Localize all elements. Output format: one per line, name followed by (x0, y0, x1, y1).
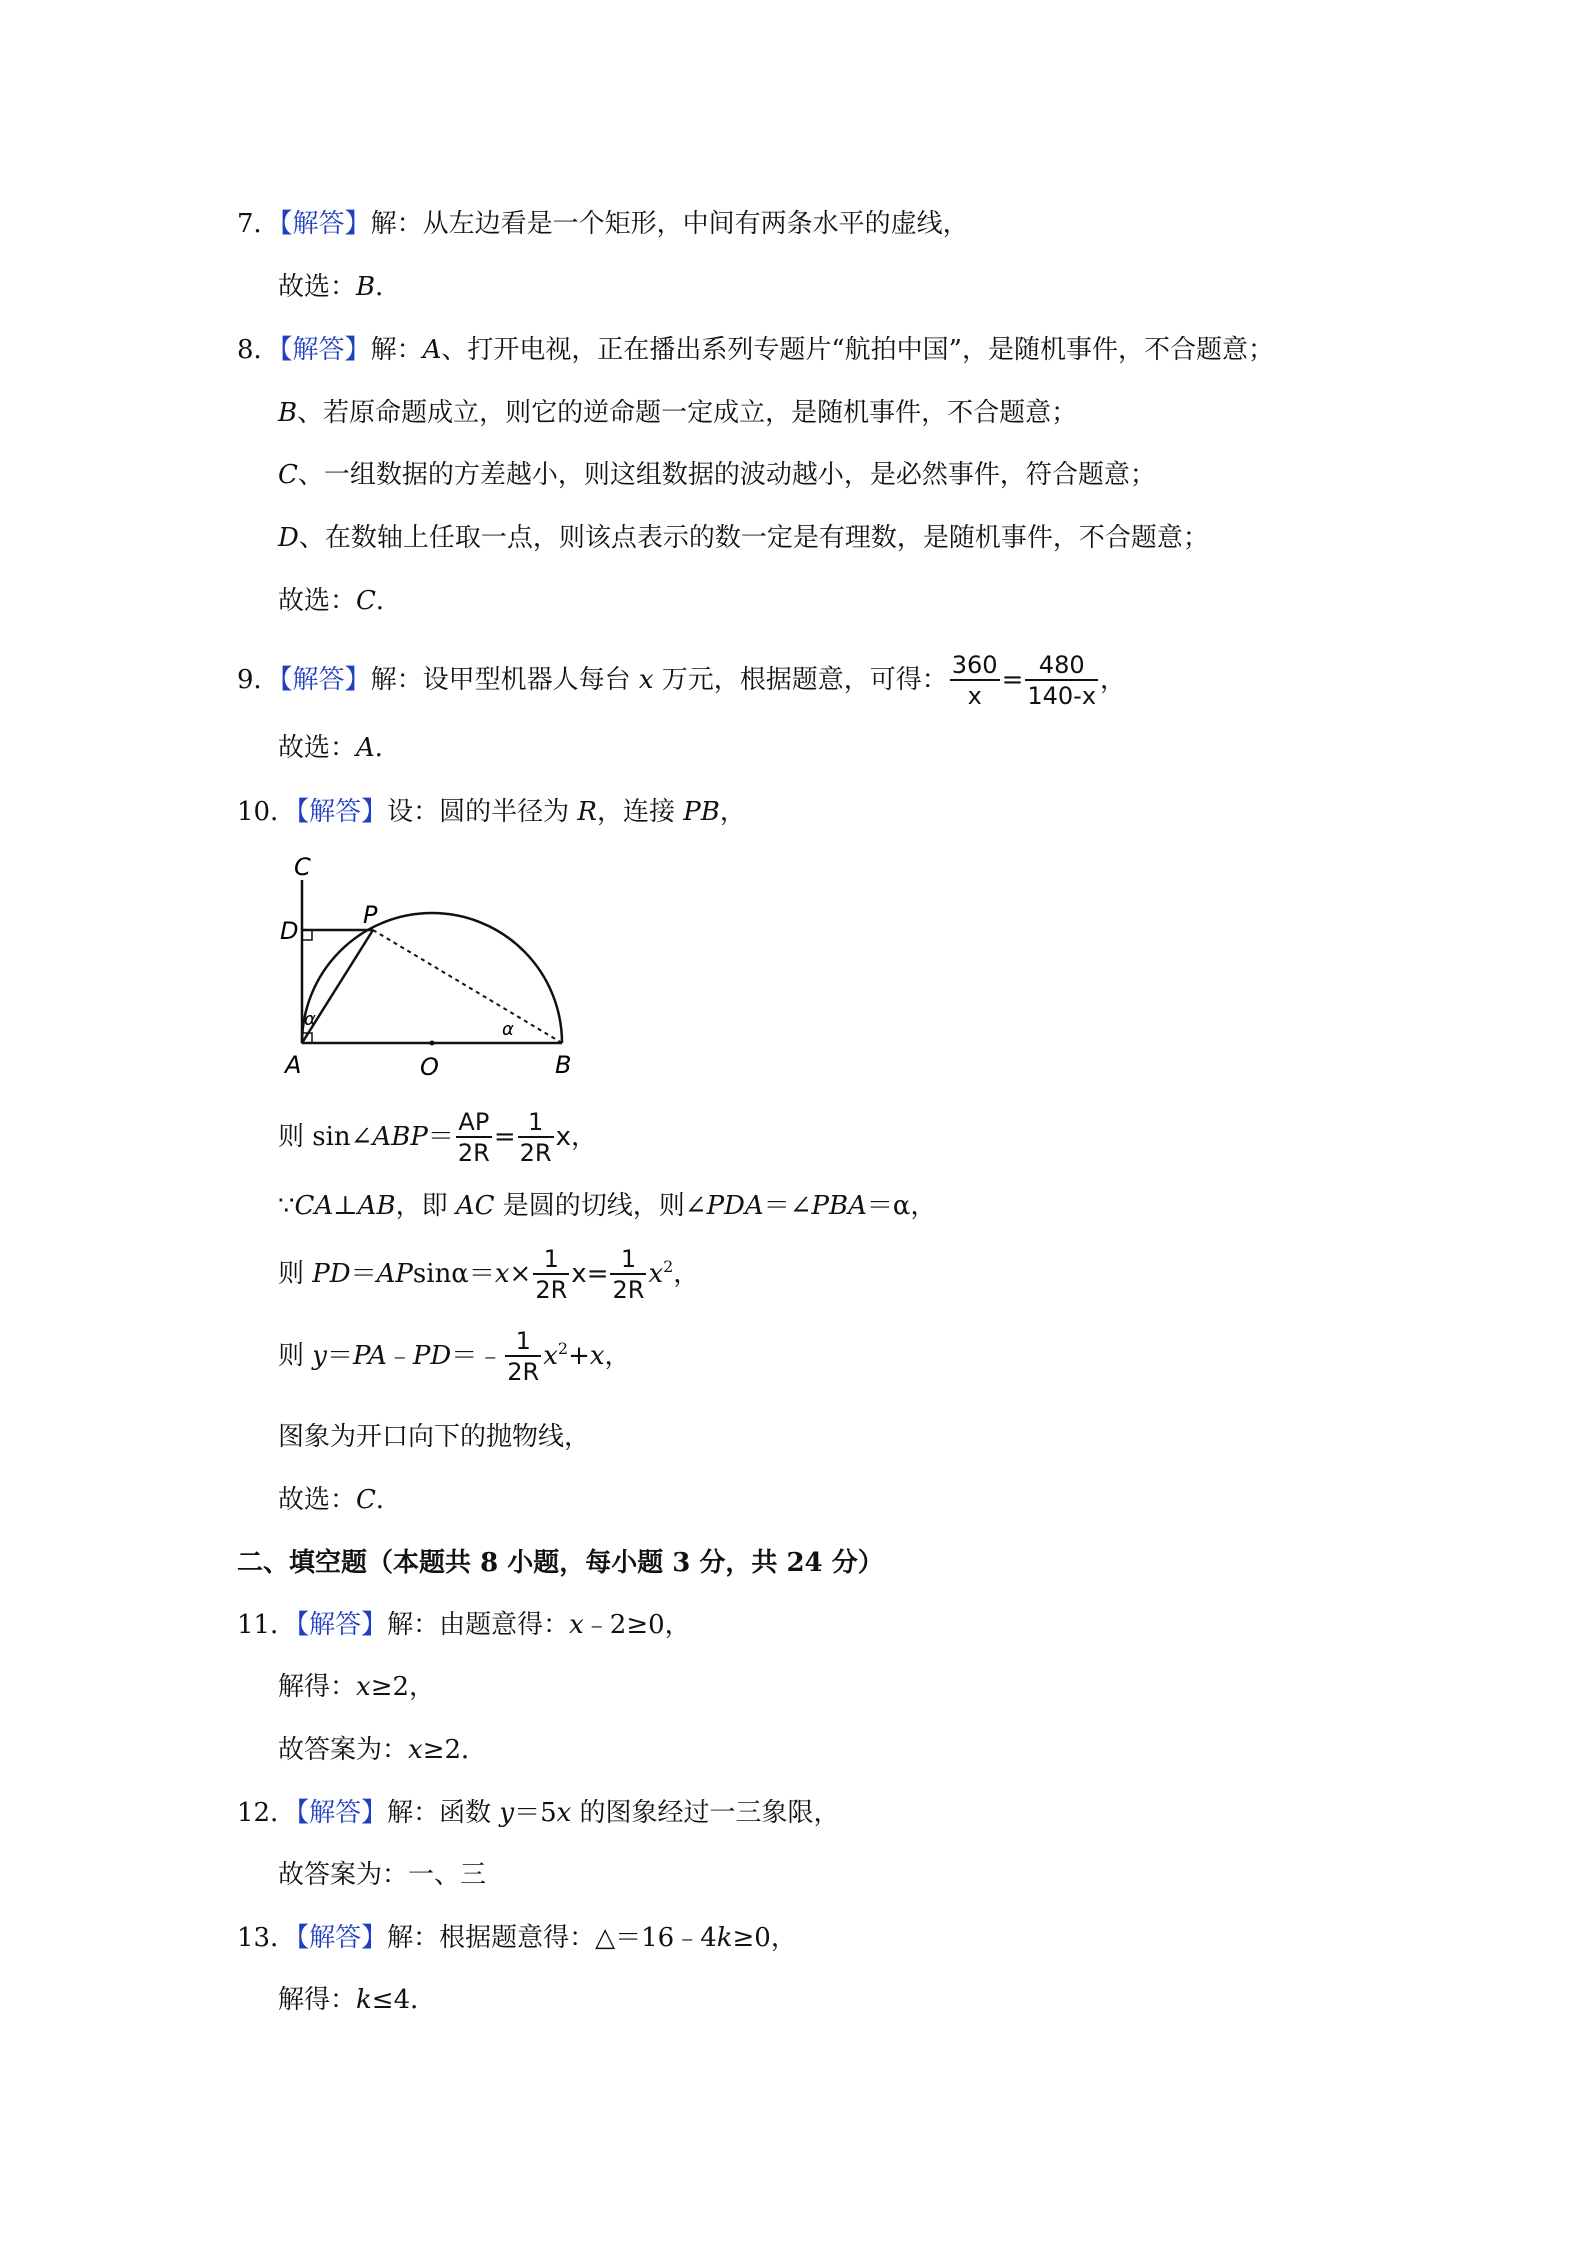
answer-end: ． (375, 586, 402, 616)
label-o: O (420, 1053, 439, 1081)
variable-x: x (556, 1798, 572, 1828)
expression: ≥2， (370, 1672, 436, 1702)
variable-k: k (356, 1985, 372, 2015)
segment-ap: AP (376, 1259, 413, 1289)
label-alpha-a: α (304, 1009, 316, 1030)
answer-prefix: 故选： (278, 733, 357, 763)
line-end: ， (673, 1259, 700, 1289)
q8-option-b (278, 396, 1077, 430)
question-number: 8． (237, 335, 280, 365)
fraction-1-2r (505, 1327, 541, 1387)
fraction-numerator: 360 (951, 651, 998, 679)
variable-x: x (638, 665, 654, 695)
fraction-numerator: AP (456, 1108, 492, 1138)
variable-x: x (569, 1610, 584, 1640)
q7-line (237, 207, 969, 241)
answer-text: 故答案为：一、三 (278, 1860, 487, 1890)
fraction-denominator: 2R (457, 1139, 490, 1167)
fraction-denominator: 2R (612, 1276, 645, 1304)
fraction-denominator: x (967, 682, 982, 710)
fraction-numerator: 1 (533, 1245, 569, 1275)
answer-choice: C (356, 586, 376, 616)
q9-mid: 万元，根据题意，可得： (653, 665, 948, 695)
label-b: B (555, 1051, 572, 1079)
q8-line (237, 333, 1274, 367)
variable-x: x (571, 1259, 587, 1289)
variable-x: x (589, 1341, 605, 1371)
q8-answer (278, 584, 402, 618)
option-c-letter: C (278, 460, 298, 490)
label-c: C (294, 853, 311, 881)
q9-end: ， (1100, 665, 1127, 695)
fraction-denominator: 140-x (1027, 682, 1097, 710)
variable-x: x (494, 1259, 510, 1289)
answer-choice: C (356, 1485, 376, 1515)
equals-minus: ＝﹣ (451, 1341, 504, 1371)
because-symbol: ∵ (278, 1191, 295, 1221)
q13-step2 (278, 1983, 436, 2017)
question-number: 13． (237, 1923, 297, 1953)
fraction-1-2r (533, 1245, 569, 1305)
q8-option-d (278, 521, 1209, 555)
heading-number: 8 (480, 1548, 499, 1578)
step-text: 解：由题意得： (387, 1610, 570, 1640)
expression: ≥2． (422, 1735, 488, 1765)
fraction-denominator: 2R (519, 1139, 552, 1167)
segment-pa: PA (352, 1341, 387, 1371)
fraction-480 (1025, 651, 1098, 711)
fraction-numerator: 480 (1025, 651, 1098, 681)
option-d-text: 、在数轴上任取一点，则该点表示的数一定是有理数，是随机事件，不合题意； (298, 523, 1209, 553)
segment-ac: AC (455, 1191, 495, 1221)
question-number: 10． (237, 797, 297, 827)
q9-pre: 解：设甲型机器人每台 (370, 665, 639, 695)
option-a-text: 、打开电视，正在播出系列专题片“航拍中国”，是随机事件，不合题意； (441, 335, 1274, 365)
answer-tag: 【解答】 (279, 209, 371, 239)
answer-end: ． (375, 1485, 402, 1515)
geometry-figure (280, 845, 610, 1085)
answer-end: ． (375, 272, 402, 302)
step-text: 解得： (278, 1672, 357, 1702)
q13-line (237, 1921, 797, 1955)
q11-step2 (278, 1670, 435, 1704)
question-number: 9． (237, 665, 280, 695)
line-pb-dashed (373, 930, 562, 1043)
answer-tag: 【解答】 (279, 335, 371, 365)
angle-pba: PBA (811, 1191, 867, 1221)
variable-x: x (555, 1122, 571, 1152)
variable-k: k (716, 1923, 733, 1953)
equals-sign: ＝ (350, 1259, 377, 1289)
fraction-denominator: 2R (535, 1276, 568, 1304)
equals-sign: ＝ (326, 1341, 353, 1371)
step-text: 是圆的切线，则∠ (494, 1191, 707, 1221)
answer-choice: A (356, 733, 375, 763)
option-d-letter: D (278, 523, 299, 553)
step-text: 解：根据题意得：△＝16﹣4 (387, 1923, 717, 1953)
equals-sign: = (1001, 665, 1024, 695)
q11-answer (278, 1733, 487, 1767)
option-b-text: 、若原命题成立，则它的逆命题一定成立，是随机事件，不合题意； (297, 398, 1078, 428)
answer-tag: 【解答】 (296, 1923, 388, 1953)
line-end: ， (570, 1122, 597, 1152)
point-o (430, 1041, 435, 1046)
label-d: D (280, 917, 299, 945)
answer-prefix: 故选： (278, 1485, 357, 1515)
q10-line (237, 795, 746, 829)
expression: ＝5 (514, 1798, 557, 1828)
angle-abp: ABP (372, 1122, 428, 1152)
fraction-1-2r (518, 1108, 554, 1168)
heading-text: 分，共 (690, 1548, 787, 1578)
answer-end: ． (374, 733, 401, 763)
right-angle-d (302, 930, 312, 940)
q12-answer (278, 1858, 486, 1892)
answer-prefix: 故选： (278, 586, 357, 616)
heading-number: 24 (786, 1548, 823, 1578)
angle-pda: PDA (706, 1191, 764, 1221)
fraction-ap-2r (456, 1108, 492, 1168)
heading-text: 二、填空题（本题共 (237, 1548, 481, 1578)
step-text: ＝∠ (763, 1191, 812, 1221)
variable-x: x (543, 1341, 558, 1371)
q11-line (237, 1608, 691, 1642)
semicircle (302, 913, 562, 1043)
fraction-numerator: 1 (610, 1245, 646, 1275)
segment-ab: AB (357, 1191, 396, 1221)
line-end: ， (604, 1341, 631, 1371)
q8-option-c (278, 458, 1156, 492)
fraction-numerator: 1 (518, 1108, 554, 1138)
answer-prefix: 故选： (278, 272, 357, 302)
segment-pb: PB (683, 797, 720, 827)
answer-prefix: 故答案为： (278, 1735, 409, 1765)
equals-sign: ＝ (427, 1122, 454, 1152)
q12-line (237, 1796, 840, 1830)
step-text: 则 (278, 1341, 313, 1371)
label-a: A (285, 1051, 302, 1079)
variable-x: x (356, 1672, 371, 1702)
q10-answer (278, 1483, 402, 1517)
exponent: 2 (663, 1257, 674, 1276)
answer-tag: 【解答】 (279, 665, 371, 695)
perp-symbol: ⊥ (333, 1191, 358, 1221)
q10-step1 (278, 1107, 597, 1167)
line-end: ＝α， (866, 1191, 937, 1221)
segment-pd: PD (412, 1341, 452, 1371)
option-b-letter: B (278, 398, 298, 428)
segment-ca: CA (294, 1191, 334, 1221)
q7-text: 解：从左边看是一个矩形，中间有两条水平的虚线， (370, 209, 969, 239)
answer-tag: 【解答】 (296, 1610, 388, 1640)
label-alpha-b: α (502, 1019, 514, 1040)
step-text: 图象为开口向下的抛物线， (278, 1422, 591, 1452)
heading-text: 小题，每小题 (498, 1548, 673, 1578)
q7-answer (278, 270, 401, 304)
variable-r: R (577, 797, 597, 827)
fraction-numerator: 1 (505, 1327, 541, 1357)
q10-step2 (278, 1189, 936, 1223)
option-c-text: 、一组数据的方差越小，则这组数据的波动越小，是必然事件，符合题意； (297, 460, 1156, 490)
variable-y: y (312, 1341, 327, 1371)
q10-step3 (278, 1244, 699, 1304)
equals-sign: = (586, 1259, 609, 1289)
variable-x: x (408, 1735, 423, 1765)
times-sign: × (509, 1259, 532, 1289)
step-text: 解：函数 (387, 1798, 500, 1828)
q10-mid: ，连接 (596, 797, 684, 827)
question-number: 12． (237, 1798, 297, 1828)
heading-number: 3 (672, 1548, 691, 1578)
exponent: 2 (557, 1339, 569, 1358)
sin-alpha: sinα＝ (412, 1259, 495, 1289)
q10-end: ， (719, 797, 746, 827)
fraction-360-x (950, 651, 1000, 711)
expression: ≥0， (732, 1923, 797, 1953)
step-text: 的图象经过一三象限， (571, 1798, 840, 1828)
minus-sign: ﹣ (386, 1341, 413, 1371)
heading-text: 分） (822, 1548, 884, 1578)
segment-pd: PD (312, 1259, 351, 1289)
q8-pre: 解： (370, 335, 423, 365)
equals-sign: = (493, 1122, 516, 1152)
option-a-letter: A (422, 335, 442, 365)
q9-answer (278, 731, 401, 765)
step-text: 解得： (278, 1985, 357, 2015)
variable-x: x (648, 1259, 664, 1289)
answer-choice: B (356, 272, 376, 302)
step-text: 则 (278, 1259, 313, 1289)
question-number: 7． (237, 209, 280, 239)
q10-pre: 设：圆的半径为 (387, 797, 578, 827)
expression: ﹣2≥0， (583, 1610, 691, 1640)
plus-sign: + (568, 1341, 590, 1371)
answer-tag: 【解答】 (296, 797, 388, 827)
step-text: ，即 (395, 1191, 456, 1221)
fraction-1-2r (610, 1245, 646, 1305)
question-number: 11． (237, 1610, 297, 1640)
section-heading (237, 1546, 884, 1580)
q10-step5 (278, 1420, 590, 1454)
fraction-denominator: 2R (507, 1358, 540, 1386)
expression: ≤4． (371, 1985, 437, 2015)
answer-tag: 【解答】 (296, 1798, 388, 1828)
variable-y: y (499, 1798, 515, 1828)
q9-line (237, 650, 1126, 710)
q10-step4 (278, 1326, 631, 1386)
step-text: 则 sin∠ (278, 1122, 373, 1152)
label-p: P (363, 901, 378, 929)
